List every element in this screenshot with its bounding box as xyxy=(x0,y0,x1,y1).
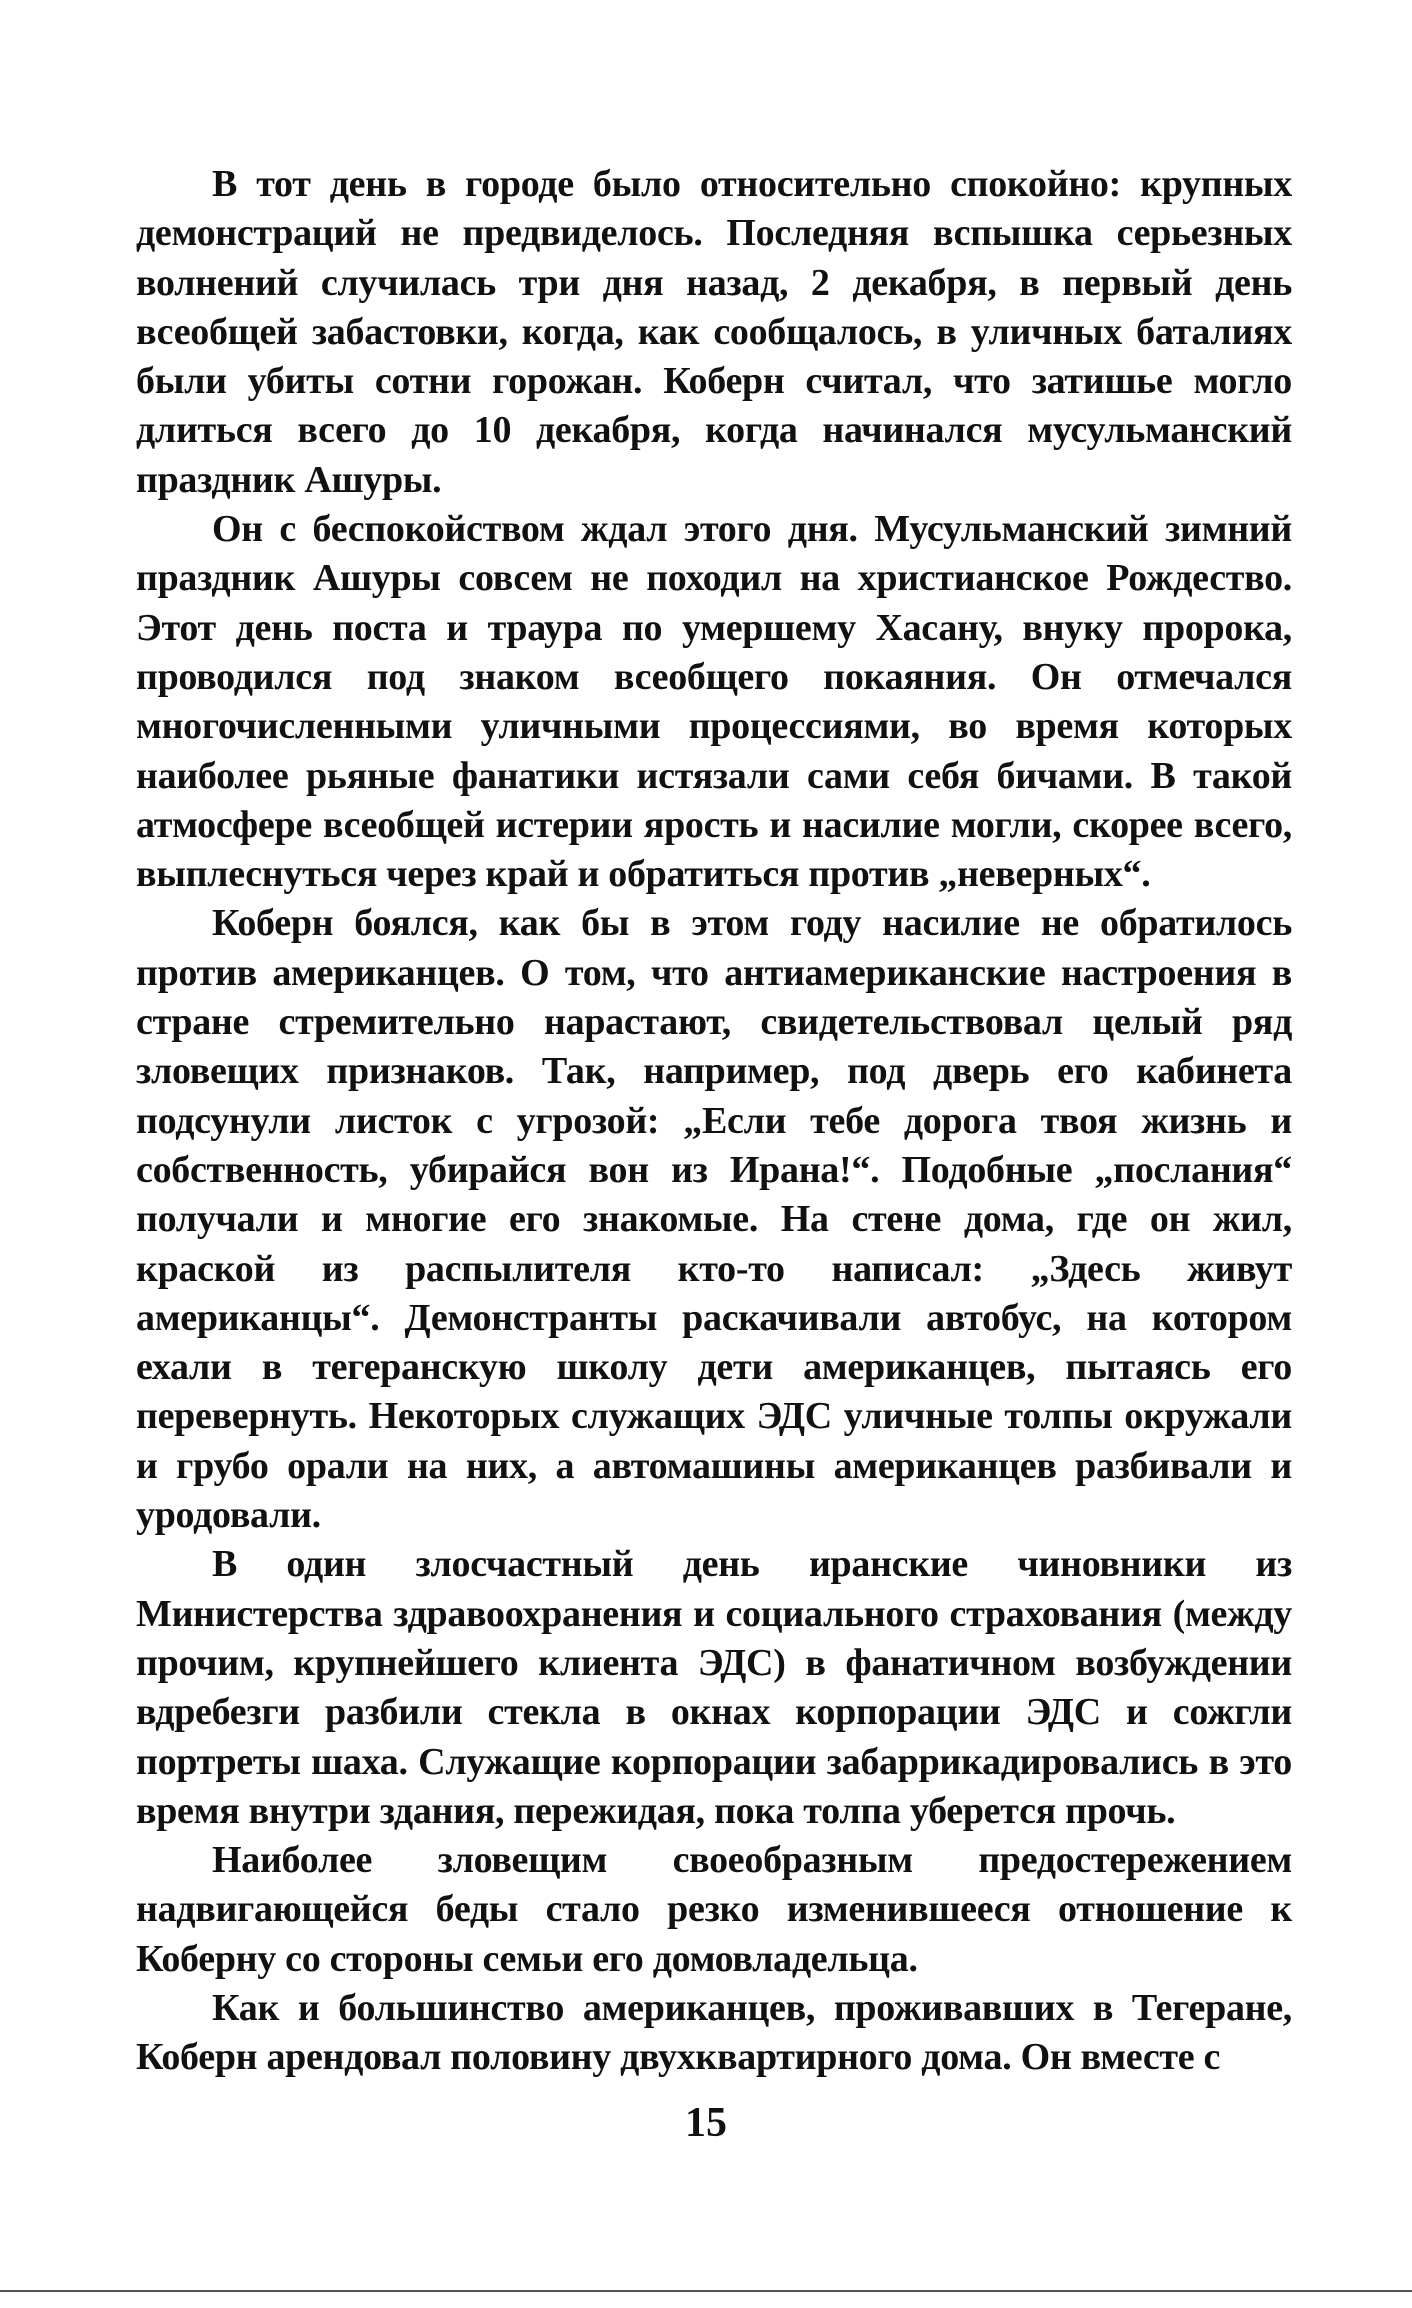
paragraph-3: Коберн боялся, как бы в этом году насилие не обратилось против американцев. О том, что антиамериканские настроения в стране стремительно нарастают, свидетельствовал целый ряд зловещих признаков. Так, например, под дверь его кабинета подсунули листок с угрозой: „Если тебе дорога твоя жизнь и собственность, убирайся вон из Ирана!“. Подобные „послания“ получали и многие его знакомые. На стене дома, где он жил, краской из распылителя кто-то написал: „Здесь живут американцы“. Демонстранты раскачивали автобус, на котором ехали в тегеранскую школу дети американцев, пытаясь его перевернуть. Некоторых служащих ЭДС уличные толпы окружали и грубо орали на них, а автомашины американцев разбивали и уродовали. xyxy=(136,902,1292,1537)
paragraph-5: Наиболее зловещим своеобразным предостережением надвигающейся беды стало резко изменившееся отношение к Коберну со стороны семьи его домовладельца. xyxy=(136,1839,1292,1980)
scan-edge-divider xyxy=(0,2290,1412,2292)
page-number: 15 xyxy=(685,2100,727,2146)
paragraph-6: Как и большинство американцев, проживавших в Тегеране, Коберн арендовал половину двухквартирного дома. Он вместе с xyxy=(136,1986,1292,2079)
body-text xyxy=(136,160,1292,2083)
paragraph-4: В один злосчастный день иранские чиновники из Министерства здравоохранения и социального страхования (между прочим, крупнейшего клиента ЭДС) в фанатичном возбуждении вдребезги разбили стекла в окнах корпорации ЭДС и сожгли портреты шаха. Служащие корпорации забаррикадировались в это время внутри здания, пережидая, пока толпа уберется прочь. xyxy=(136,1543,1292,1832)
paragraph-1: В тот день в городе было относительно спокойно: крупных демонстраций не предвиделось. Последняя вспышка серьезных волнений случилась три дня назад, 2 декабря, в первый день всеобщей забастовки, когда, как сообщалось, в уличных баталиях были убиты сотни горожан. Коберн считал, что затишье могло длиться всего до 10 декабря, когда начинался мусульманский праздник Ашуры. xyxy=(136,163,1292,501)
paragraph-2: Он с беспокойством ждал этого дня. Мусульманский зимний праздник Ашуры совсем не походил на христианское Рождество. Этот день поста и траура по умершему Хасану, внуку пророка, проводился под знаком всеобщего покаяния. Он отмечался многочисленными уличными процессиями, во время которых наиболее рьяные фанатики истязали сами себя бичами. В такой атмосфере всеобщей истерии ярость и насилие могли, скорее всего, выплеснуться через край и обратиться против „неверных“. xyxy=(136,508,1292,896)
